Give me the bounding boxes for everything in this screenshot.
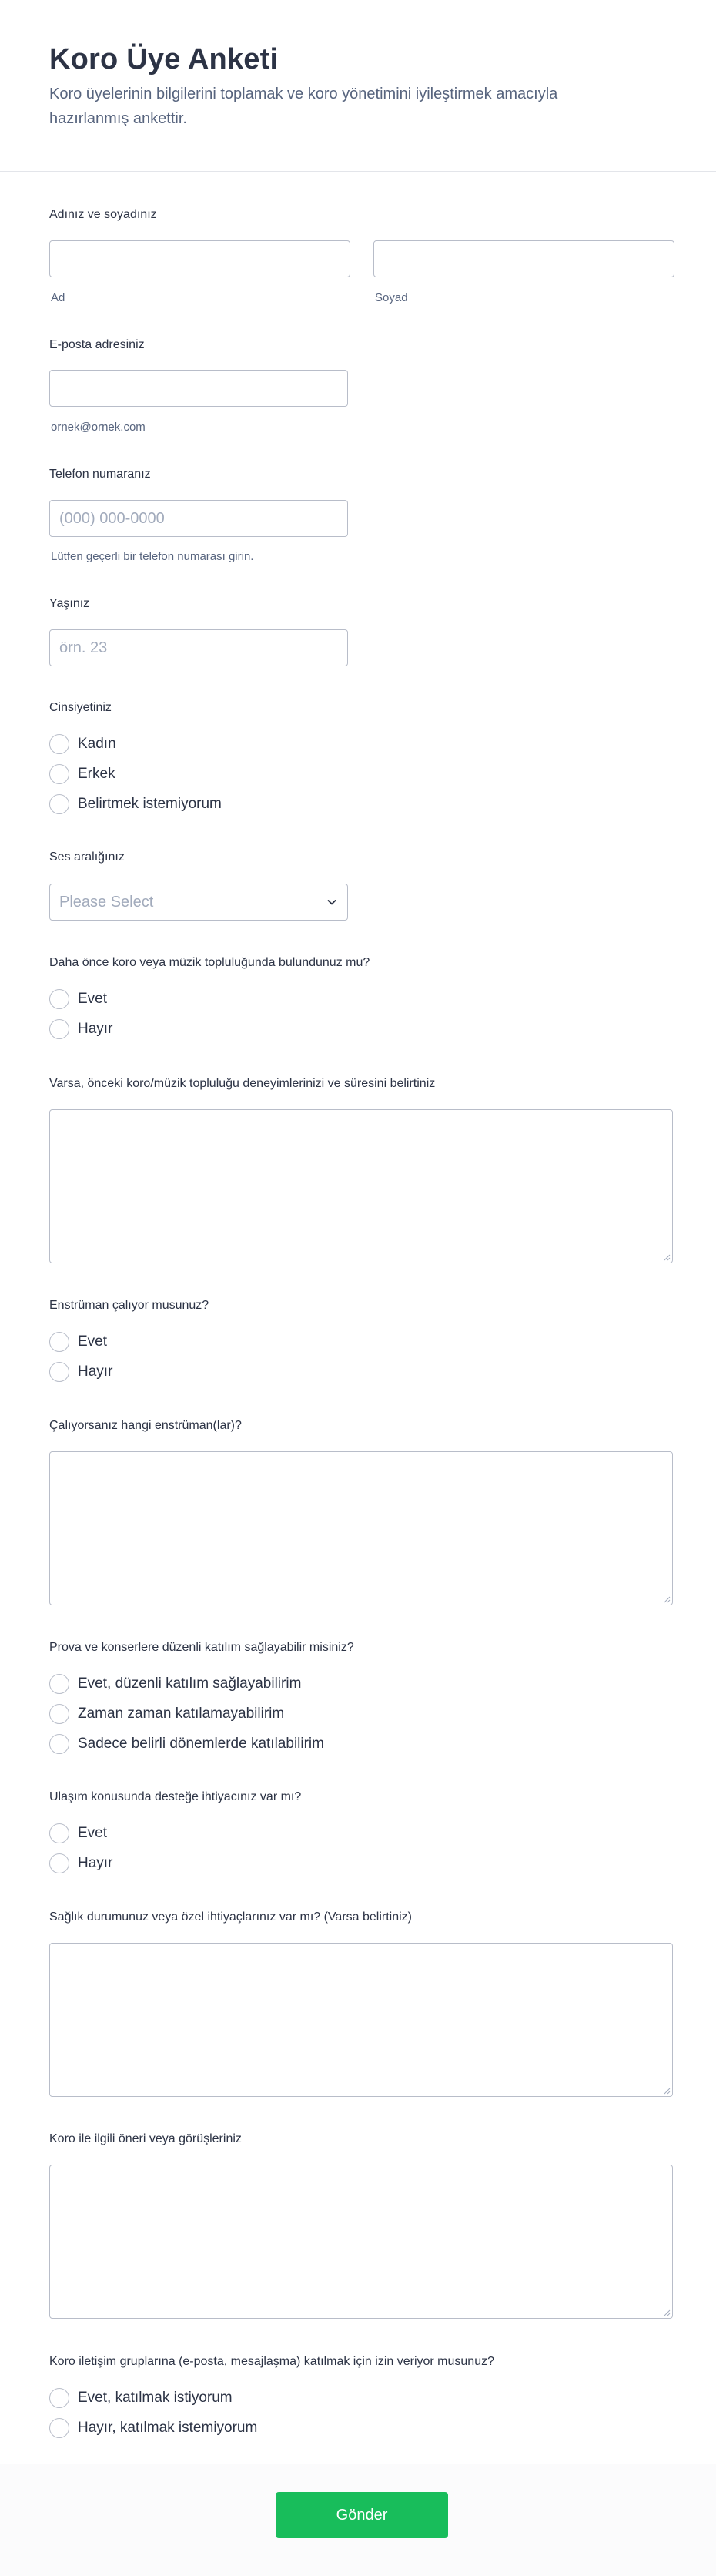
- transport-option-hayir[interactable]: [49, 1853, 112, 1874]
- gender-option-erkek[interactable]: [49, 763, 115, 785]
- instrument-option-evet[interactable]: [49, 1331, 107, 1353]
- last-name-input[interactable]: [373, 240, 674, 277]
- radio-label: Evet, düzenli katılım sağlayabilirim: [78, 1675, 302, 1692]
- experience-detail-label: Varsa, önceki koro/müzik topluluğu deneyimlerinizi ve süresini belirtiniz: [49, 1077, 436, 1090]
- transport-label: Ulaşım konusunda desteğe ihtiyacınız var mı?: [49, 1790, 302, 1803]
- radio-circle[interactable]: [49, 764, 69, 784]
- phone-sublabel: Lütfen geçerli bir telefon numarası girin.: [51, 550, 254, 563]
- form-title: Koro Üye Anketi: [49, 43, 279, 75]
- radio-label: Belirtmek istemiyorum: [78, 796, 222, 812]
- radio-label: Hayır: [78, 1021, 113, 1037]
- gender-option-kadin[interactable]: [49, 733, 116, 755]
- health-label: Sağlık durumunuz veya özel ihtiyaçlarınız var mı? (Varsa belirtiniz): [49, 1910, 412, 1924]
- groups-option-yes[interactable]: [49, 2387, 233, 2409]
- resize-grip-icon[interactable]: [663, 1595, 671, 1603]
- name-label: Adınız ve soyadınız: [49, 208, 157, 221]
- health-textarea[interactable]: [49, 1943, 673, 2097]
- phone-input[interactable]: [49, 500, 348, 537]
- chevron-down-icon: [326, 896, 338, 908]
- instrument-detail-label: Çalıyorsanız hangi enstrüman(lar)?: [49, 1419, 242, 1432]
- first-name-input[interactable]: [49, 240, 350, 277]
- radio-label: Hayır: [78, 1363, 113, 1380]
- experience-detail-textarea[interactable]: [49, 1109, 673, 1263]
- radio-circle[interactable]: [49, 2418, 69, 2438]
- voice-range-selected: Please Select: [59, 893, 154, 911]
- feedback-textarea[interactable]: [49, 2165, 673, 2319]
- radio-label: Kadın: [78, 736, 116, 752]
- attendance-option-regular[interactable]: [49, 1673, 301, 1695]
- voice-range-select[interactable]: [49, 884, 348, 921]
- radio-circle[interactable]: [49, 794, 69, 814]
- voice-range-label: Ses aralığınız: [49, 850, 125, 864]
- radio-label: Evet: [78, 1333, 108, 1350]
- instrument-option-hayir[interactable]: [49, 1361, 112, 1383]
- form-footer: [0, 2464, 716, 2576]
- email-input[interactable]: [49, 370, 348, 407]
- radio-circle[interactable]: [49, 1704, 69, 1724]
- email-label: E-posta adresiniz: [49, 338, 145, 351]
- age-input[interactable]: [49, 629, 348, 666]
- resize-grip-icon[interactable]: [663, 1253, 671, 1261]
- attendance-label: Prova ve konserlere düzenli katılım sağlayabilir misiniz?: [49, 1641, 354, 1654]
- attendance-option-sometimes[interactable]: [49, 1703, 284, 1725]
- groups-label: Koro iletişim gruplarına (e-posta, mesajlaşma) katılmak için izin veriyor musunuz?: [49, 2355, 494, 2368]
- radio-label: Evet: [78, 1825, 108, 1841]
- radio-circle[interactable]: [49, 2388, 69, 2408]
- gender-option-unspecified[interactable]: [49, 793, 222, 815]
- radio-circle[interactable]: [49, 1332, 69, 1352]
- phone-label: Telefon numaranız: [49, 468, 151, 481]
- feedback-label: Koro ile ilgili öneri veya görüşleriniz: [49, 2132, 242, 2145]
- experience-label: Daha önce koro veya müzik topluluğunda bulundunuz mu?: [49, 956, 370, 969]
- last-name-sublabel: Soyad: [375, 291, 408, 304]
- radio-circle[interactable]: [49, 1734, 69, 1754]
- groups-option-no[interactable]: [49, 2417, 257, 2439]
- radio-circle[interactable]: [49, 1823, 69, 1843]
- form-description: Koro üyelerinin bilgilerini toplamak ve koro yönetimini iyileştirmek amacıyla hazırlanmış ankettir.: [49, 86, 558, 127]
- radio-label: Evet: [78, 991, 108, 1007]
- submit-button[interactable]: Gönder: [276, 2492, 448, 2538]
- radio-label: Hayır, katılmak istemiyorum: [78, 2420, 258, 2436]
- radio-label: Erkek: [78, 766, 115, 782]
- radio-label: Sadece belirli dönemlerde katılabilirim: [78, 1736, 324, 1752]
- instrument-detail-textarea[interactable]: [49, 1451, 673, 1605]
- form-header: [0, 0, 716, 172]
- instrument-label: Enstrüman çalıyor musunuz?: [49, 1299, 209, 1312]
- radio-circle[interactable]: [49, 1853, 69, 1873]
- radio-circle[interactable]: [49, 989, 69, 1009]
- radio-circle[interactable]: [49, 1674, 69, 1694]
- experience-option-evet[interactable]: [49, 988, 107, 1010]
- radio-circle[interactable]: [49, 734, 69, 754]
- age-label: Yaşınız: [49, 597, 90, 610]
- gender-label: Cinsiyetiniz: [49, 701, 112, 714]
- first-name-sublabel: Ad: [51, 291, 65, 304]
- resize-grip-icon[interactable]: [663, 2087, 671, 2095]
- resize-grip-icon[interactable]: [663, 2309, 671, 2316]
- attendance-option-periods[interactable]: [49, 1733, 324, 1755]
- radio-label: Hayır: [78, 1855, 113, 1871]
- transport-option-evet[interactable]: [49, 1823, 107, 1844]
- radio-label: Evet, katılmak istiyorum: [78, 2390, 233, 2406]
- email-sublabel: ornek@ornek.com: [51, 421, 146, 434]
- experience-option-hayir[interactable]: [49, 1018, 112, 1040]
- radio-circle[interactable]: [49, 1019, 69, 1039]
- radio-circle[interactable]: [49, 1362, 69, 1382]
- radio-label: Zaman zaman katılamayabilirim: [78, 1706, 285, 1722]
